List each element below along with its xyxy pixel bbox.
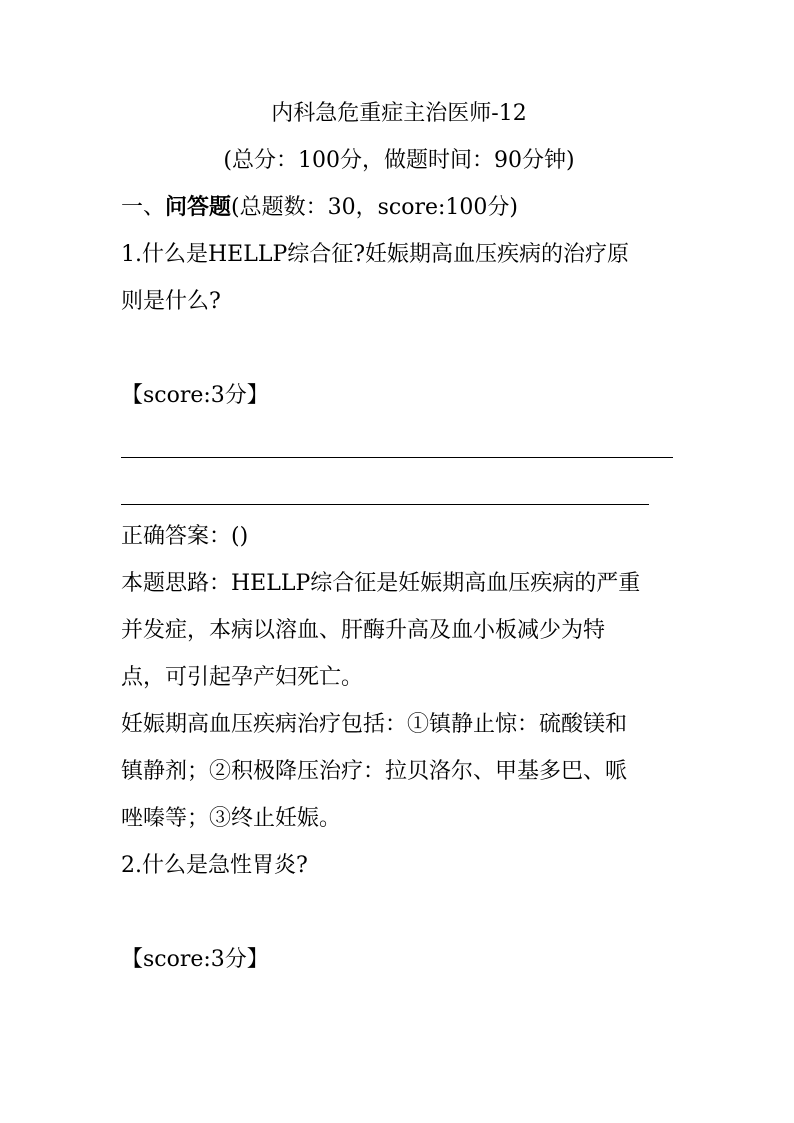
document-title: 内科急危重症主治医师-12 [271,101,527,126]
question-1-explanation-line-5: 镇静剂；②积极降压治疗：拉贝洛尔、甲基多巴、哌 [121,759,628,784]
question-1-score: 【score:3分】 [121,383,269,408]
question-1 [121,231,677,842]
answer-rule-2 [121,504,649,505]
question-1-explanation-line-2: 并发症，本病以溶血、肝酶升高及血小板减少为特 [121,618,606,643]
question-2-spacer [121,889,677,936]
answer-rule-1 [121,457,673,458]
document-subtitle: (总分：100分，做题时间：90分钟) [223,148,575,173]
question-2-text-line-1: 2.什么是急性胃炎? [121,853,308,878]
question-1-answer: 正确答案：() [121,524,249,549]
question-2-score: 【score:3分】 [121,947,269,972]
question-1-spacer [121,325,677,372]
answer-blank-line-2 [121,466,677,513]
question-1-text-line-1: 1.什么是HELLP综合征?妊娠期高血压疾病的治疗原 [121,242,630,267]
document-page [121,90,677,983]
question-2 [121,842,677,983]
question-1-explanation-line-6: 唑嗪等；③终止妊娠。 [121,806,342,831]
question-1-explanation-line-1: 本题思路：HELLP综合征是妊娠期高血压疾病的严重 [121,571,641,596]
question-1-explanation-line-3: 点，可引起孕产妇死亡。 [121,665,364,690]
section-info: (总题数：30，score:100分) [231,195,518,220]
answer-blank-line-1 [121,419,677,466]
section-prefix: 一、 [121,195,166,220]
section-name: 问答题 [165,194,232,220]
question-1-text-line-2: 则是什么? [121,289,221,314]
question-1-explanation-line-4: 妊娠期高血压疾病治疗包括：①镇静止惊：硫酸镁和 [121,712,628,737]
section-heading [121,184,677,231]
